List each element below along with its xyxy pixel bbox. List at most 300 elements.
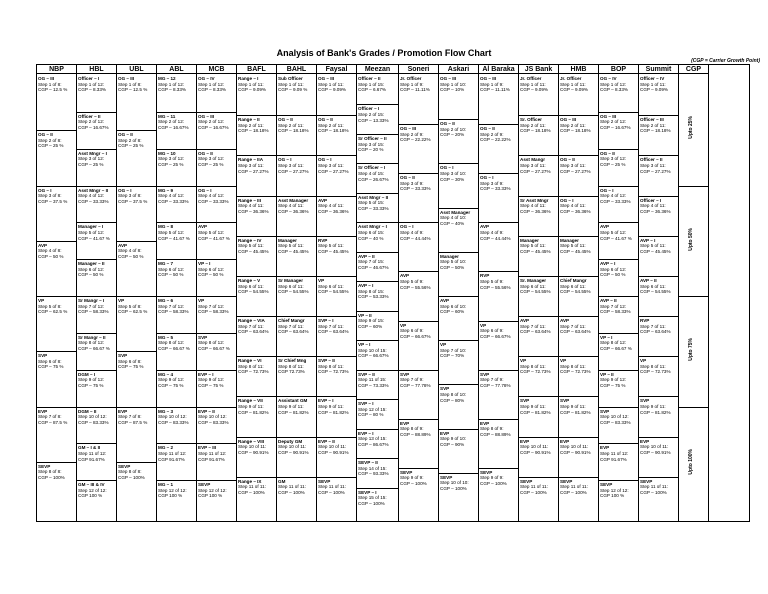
grade-detail: Step 5 of 10: xyxy=(440,259,467,265)
grade-cell xyxy=(157,112,196,149)
grade-name: OG – III xyxy=(198,113,215,119)
grade-detail: Step 1 of 8: xyxy=(118,81,142,87)
column-header: HMB xyxy=(559,65,598,74)
grade-detail: Step 5 of 12: xyxy=(78,229,105,235)
grade-detail: CGP – 16.67% xyxy=(198,125,229,131)
grade-detail: CGP – 36.36% xyxy=(520,208,551,214)
grade-cell xyxy=(277,477,316,517)
grade-cell xyxy=(237,356,276,396)
column-header: Soneri xyxy=(399,65,438,74)
grade-name: DGM – II xyxy=(78,408,97,414)
grade-detail: CGP – 10% xyxy=(440,87,465,93)
grade-cell xyxy=(399,124,438,173)
grade-name: Officer – II xyxy=(640,157,663,163)
grade-cell xyxy=(599,370,638,407)
grade-detail: Step 6 of 9: xyxy=(480,328,504,334)
grade-cell xyxy=(639,396,678,436)
grade-detail: Step 4 of 9: xyxy=(400,229,424,235)
grade-name: VP – I xyxy=(198,261,211,267)
grade-detail: CGP – 63.64% xyxy=(278,329,309,335)
grade-name: SVP xyxy=(640,398,650,404)
grade-cell xyxy=(559,196,598,236)
grade-name: SEVP xyxy=(520,478,533,484)
column-nbp xyxy=(37,65,77,521)
grade-detail: CGP – 90.91% xyxy=(318,449,349,455)
grade-name: Officer – II xyxy=(358,76,381,81)
grade-detail: CGP – 72.73% xyxy=(318,369,349,375)
grade-name: Officer – I xyxy=(358,106,380,112)
grade-name: OG – I xyxy=(480,175,494,181)
grade-cell xyxy=(277,196,316,236)
grade-name: AVP xyxy=(118,242,128,248)
grade-cell xyxy=(197,407,236,444)
grade-cell xyxy=(117,407,156,462)
grade-detail: Step 9 of 12: xyxy=(158,377,185,383)
grade-cell xyxy=(37,407,76,462)
grade-name: OG – II xyxy=(278,117,293,123)
grade-name: OG – IV xyxy=(198,76,215,81)
grade-detail: CGP – 81.82% xyxy=(278,409,309,415)
grade-detail: CGP 100 % xyxy=(600,493,625,499)
grade-detail: Step 6 of 8: xyxy=(118,358,142,364)
grade-cell xyxy=(439,384,478,428)
grade-detail: CGP – 18.18% xyxy=(520,128,551,134)
grade-detail: Step 7 of 11: xyxy=(318,323,344,329)
grade-name: SEVP xyxy=(560,478,573,484)
grade-detail: CGP – 55.56% xyxy=(480,284,511,290)
grade-detail: CGP – 55.56% xyxy=(400,284,431,290)
grade-cell xyxy=(519,236,558,276)
grade-cell xyxy=(277,316,316,356)
grade-name: Range – IIA xyxy=(238,157,264,163)
grade-detail: Step 8 of 15: xyxy=(358,288,385,294)
grade-cell xyxy=(157,222,196,259)
grade-cell xyxy=(77,407,116,444)
grade-cell xyxy=(559,75,598,115)
grade-detail: CGP – 100% xyxy=(480,481,507,487)
grade-detail: CGP – 60% xyxy=(440,309,465,315)
grade-name: OG – II xyxy=(198,150,213,156)
grade-detail: CGP – 41.67 % xyxy=(78,235,110,241)
grade-detail: CGP – 27.27% xyxy=(318,168,349,174)
grade-cell xyxy=(519,196,558,236)
grade-detail: Step 8 of 8: xyxy=(38,469,62,475)
grade-name: AVP xyxy=(600,224,610,230)
grade-name: VP – II xyxy=(358,312,372,318)
grade-name: Deputy GM xyxy=(278,438,303,444)
grade-detail: CGP – 81.82% xyxy=(520,409,551,415)
grade-detail: Step 11 of 15: xyxy=(358,377,387,383)
grade-detail: Step 3 of 10: xyxy=(440,170,467,176)
grade-detail: Step 8 of 9: xyxy=(480,426,504,432)
grade-detail: Step 10 of 11: xyxy=(640,444,669,450)
grade-name: SVP – II xyxy=(358,371,375,377)
grade-name: RVP xyxy=(480,273,490,279)
grade-detail: Step 9 of 11: xyxy=(520,404,546,410)
grade-detail: Step 1 of 12: xyxy=(78,81,105,87)
grade-detail: CGP – 27.27% xyxy=(640,168,671,174)
grade-detail: CGP – 9.09% xyxy=(318,87,347,93)
grade-cell xyxy=(77,296,116,333)
grade-name: Sr. Manager xyxy=(520,277,547,283)
grade-name: Sr Officer – II xyxy=(358,135,387,141)
grade-name: SVP xyxy=(198,334,208,340)
grade-name: OG – I xyxy=(600,187,614,193)
grade-cell xyxy=(519,477,558,517)
grade-name: SVP xyxy=(520,398,530,404)
grade-detail: Step 5 of 11: xyxy=(238,243,264,249)
grade-name: OG – I xyxy=(38,187,52,193)
grade-detail: Step 8 of 12: xyxy=(600,340,627,346)
grade-name: EVP xyxy=(440,430,450,436)
grade-detail: CGP – 36.36% xyxy=(318,208,349,214)
grade-name: OG – III xyxy=(480,76,497,81)
grade-detail: CGP – 63.64% xyxy=(560,329,591,335)
grade-name: VP xyxy=(318,277,325,283)
grade-detail: CGP – 63.64% xyxy=(640,329,671,335)
grade-detail: Step 5 of 8: xyxy=(118,303,142,309)
grade-detail: CGP – 58.33% xyxy=(600,309,631,315)
grade-detail: CGP – 33.33% xyxy=(600,198,631,204)
grade-detail: CGP – 72.73% xyxy=(640,369,671,375)
grade-cell xyxy=(639,75,678,115)
grade-name: Range – VIII xyxy=(238,438,265,444)
grade-name: EVP – I xyxy=(358,430,374,436)
grade-detail: Step 6 of 9: xyxy=(400,328,424,334)
grade-detail: Step 6 of 12: xyxy=(198,266,225,272)
grade-cell xyxy=(559,477,598,517)
grade-name: Asst Manager xyxy=(278,197,309,203)
grade-detail: CGP – 72.73% xyxy=(238,369,269,375)
grade-detail: CGP – 54.55% xyxy=(318,289,349,295)
column-soneri xyxy=(399,65,439,521)
grade-detail: Step 8 of 12: xyxy=(158,340,185,346)
grade-detail: CGP – 37.5 % xyxy=(118,198,148,204)
grade-cell xyxy=(197,333,236,370)
column-askari xyxy=(439,65,479,521)
grade-detail: Step 8 of 11: xyxy=(318,363,344,369)
grade-name: Jr. Officer xyxy=(520,76,542,81)
column-header: ABL xyxy=(157,65,196,74)
grade-detail: CGP – 66.67 % xyxy=(198,346,230,352)
grade-name: AVP – I xyxy=(600,261,616,267)
grade-detail: CGP – 20 % xyxy=(358,147,384,153)
grade-detail: Step 3 of 12: xyxy=(78,156,105,162)
grade-cell xyxy=(519,316,558,356)
grade-name: SEVP xyxy=(640,478,653,484)
cgp-band xyxy=(679,296,708,407)
grade-name: EVP xyxy=(38,408,48,414)
grade-detail: Step 5 of 12: xyxy=(198,229,225,235)
grade-cell xyxy=(317,396,356,436)
grade-detail: CGP – 100% xyxy=(560,490,587,495)
grade-detail: CGP – 100% xyxy=(640,490,667,495)
grade-detail: CGP – 87.5 % xyxy=(38,419,68,425)
grade-detail: Step 9 of 9: xyxy=(480,475,504,481)
grade-cell xyxy=(639,477,678,517)
grade-detail: Step 8 of 9: xyxy=(400,426,424,432)
grade-detail: CGP – 9.09% xyxy=(640,87,669,93)
grade-cell xyxy=(559,437,598,477)
grade-detail: Step 12 of 15: xyxy=(358,406,387,412)
grade-name: Asst Mngr – I xyxy=(78,150,107,156)
grade-cell xyxy=(197,296,236,333)
grade-name: SVP xyxy=(560,398,570,404)
grade-detail: CGP – 88.89% xyxy=(480,431,511,437)
grade-name: RVP xyxy=(640,318,650,324)
grade-detail: CGP – 45.45% xyxy=(640,248,671,254)
grade-detail: CGP – 18.18% xyxy=(278,128,309,134)
grade-detail: Step 5 of 9: xyxy=(480,279,504,285)
grade-name: MG – 7 xyxy=(158,261,174,267)
grade-cell xyxy=(639,196,678,236)
grade-detail: CGP – 20% xyxy=(440,132,465,138)
grade-cell xyxy=(197,480,236,517)
grade-cell xyxy=(639,356,678,396)
grade-detail: Step 5 of 12: xyxy=(600,229,627,235)
grade-name: VP xyxy=(38,298,45,303)
grade-cell xyxy=(479,370,518,419)
grade-cell xyxy=(599,149,638,186)
grade-detail: Step 7 of 11: xyxy=(520,323,546,329)
grade-name: VP – II xyxy=(600,371,614,377)
grade-name: VP xyxy=(198,298,205,303)
grade-name: SVP xyxy=(480,371,490,377)
grade-detail: Step 2 of 11: xyxy=(520,122,546,128)
cgp-band xyxy=(679,186,708,297)
grade-cell xyxy=(157,443,196,480)
grade-cell xyxy=(519,437,558,477)
grade-detail: Step 1 of 15: xyxy=(358,81,385,87)
column-hbl xyxy=(77,65,117,521)
grade-detail: Step 7 of 12: xyxy=(158,303,185,309)
grade-detail: Step 2 of 12: xyxy=(78,119,105,125)
grade-detail: CGP – 22.22% xyxy=(400,137,431,143)
grade-name: OG – III xyxy=(318,76,335,81)
grade-detail: Step 14 of 15: xyxy=(358,465,387,471)
grade-detail: CGP – 13.33% xyxy=(358,117,389,123)
grade-cell xyxy=(157,186,196,223)
grade-detail: CGP – 45.45% xyxy=(238,248,269,254)
grade-name: AVP – I xyxy=(640,237,656,243)
grade-name: AVP xyxy=(520,318,530,324)
grade-cell xyxy=(439,119,478,163)
grade-detail: CGP – 54.55% xyxy=(640,289,671,295)
grade-cell xyxy=(439,252,478,296)
grade-detail: Step 4 of 11: xyxy=(520,203,546,209)
grade-name: Sr. Officer xyxy=(520,117,542,123)
grade-cell xyxy=(317,115,356,155)
grade-cell xyxy=(399,271,438,320)
grade-detail: CGP – 54.55% xyxy=(560,289,591,295)
grade-name: Assistant GM xyxy=(278,398,308,404)
grade-detail: Step 6 of 8: xyxy=(38,358,62,364)
grade-detail: CGP – 75 % xyxy=(38,364,64,370)
grade-detail: Step 3 of 15: xyxy=(358,141,385,147)
grade-cell xyxy=(197,370,236,407)
grade-cell xyxy=(77,333,116,370)
grade-name: OG – III xyxy=(118,76,135,81)
grade-detail: CGP – 33.33% xyxy=(480,186,511,192)
grade-detail: CGP – 36.36% xyxy=(238,208,269,214)
grade-cell xyxy=(277,396,316,436)
grade-detail: CGP – 66.67 % xyxy=(600,346,632,352)
grade-detail: CGP – 81.82% xyxy=(640,409,671,415)
grade-name: Sr Officer – I xyxy=(358,165,386,171)
grade-detail: Step 4 of 11: xyxy=(238,203,264,209)
grade-detail: Step 9 of 11: xyxy=(278,404,304,410)
grade-detail: Step 5 of 11: xyxy=(278,243,304,249)
grade-detail: CGP – 75 % xyxy=(78,382,104,388)
grade-detail: CGP – 45.45% xyxy=(560,248,591,254)
grade-name: VP xyxy=(520,358,527,364)
grade-cell xyxy=(77,149,116,186)
grade-detail: CGP – 81.82% xyxy=(560,409,591,415)
grade-cell xyxy=(399,419,438,468)
grade-name: VP xyxy=(480,322,487,328)
grade-detail: CGP – 54.55% xyxy=(238,289,269,295)
grade-name: MG – 6 xyxy=(158,298,174,303)
grade-detail: CGP – 88.89% xyxy=(400,431,431,437)
grade-name: SVP xyxy=(600,408,610,414)
grade-detail: Step 5 of 8: xyxy=(38,303,62,309)
grade-name: Manager xyxy=(560,237,579,243)
grade-cell xyxy=(519,396,558,436)
grade-detail: Step 11 of 11: xyxy=(560,484,588,490)
column-summit xyxy=(639,65,679,521)
grade-detail: CGP – 81.82% xyxy=(238,409,269,415)
grade-detail: CGP – 18.18% xyxy=(238,128,269,134)
grade-cell xyxy=(117,296,156,351)
grade-detail: CGP – 90.91% xyxy=(560,449,591,455)
grade-detail: Step 3 of 11: xyxy=(560,162,586,168)
grade-cell xyxy=(479,222,518,271)
grade-cell xyxy=(357,311,398,340)
grade-cell xyxy=(599,186,638,223)
grade-detail: Step 2 of 9: xyxy=(480,131,504,137)
grade-detail: Step 6 of 11: xyxy=(278,283,304,289)
grade-detail: CGP – 100% xyxy=(118,474,145,480)
grade-detail: Step 4 of 12: xyxy=(158,193,185,199)
grade-detail: Step 10 of 15: xyxy=(358,347,387,353)
grade-detail: CGP – 77.78% xyxy=(400,382,431,388)
grade-detail: Step 10 of 11: xyxy=(318,444,347,450)
grade-name: VP xyxy=(440,342,447,348)
grade-detail: CGP – 27.27% xyxy=(520,168,551,174)
column-bop xyxy=(599,65,639,521)
grade-cell xyxy=(77,480,116,517)
grade-detail: CGP – 27.27% xyxy=(278,168,309,174)
grade-detail: CGP – 30% xyxy=(440,176,465,182)
grade-cell xyxy=(237,236,276,276)
grade-detail: CGP – 46.67% xyxy=(358,264,389,270)
grade-cell xyxy=(237,396,276,436)
grade-detail: CGP – 50 % xyxy=(38,253,64,259)
grade-name: AVP – I xyxy=(358,283,374,289)
grade-name: AVP xyxy=(318,197,328,203)
grade-detail: CGP – 9.09% xyxy=(560,87,589,93)
grade-detail: CGP – 18.18% xyxy=(318,128,349,134)
grade-detail: CGP – 27.27% xyxy=(560,168,591,174)
grade-detail: Step 5 of 15: xyxy=(358,200,385,206)
grade-detail: Step 6 of 12: xyxy=(158,266,185,272)
page-title: Analysis of Bank's Grades / Promotion Flow Chart xyxy=(276,48,492,58)
grade-detail: Step 9 of 12: xyxy=(600,377,627,383)
grade-detail: Step 9 of 9: xyxy=(400,475,424,481)
grade-detail: CGP – 25 % xyxy=(118,143,144,149)
grade-detail: CGP – 16.67% xyxy=(78,125,109,131)
column-bafl xyxy=(237,65,277,521)
grade-cell xyxy=(317,477,356,517)
grade-detail: Step 7 of 9: xyxy=(400,377,424,383)
grade-detail: CGP – 54.55% xyxy=(520,289,551,295)
grade-name: RVP xyxy=(318,237,328,243)
grade-cell xyxy=(37,186,76,241)
grade-cell xyxy=(639,437,678,477)
grade-detail: Step 11 of 11: xyxy=(278,484,306,490)
grade-cell xyxy=(599,296,638,333)
grade-detail: CGP 91.67% xyxy=(78,456,105,462)
grade-detail: Step 5 of 11: xyxy=(560,243,586,249)
grade-detail: Step 9 of 12: xyxy=(78,377,105,383)
grade-detail: CGP – 8.33% xyxy=(600,87,629,93)
grade-detail: Step 3 of 11: xyxy=(238,162,264,168)
column-cgp xyxy=(679,65,709,521)
grade-cell xyxy=(317,437,356,477)
grade-cell xyxy=(277,115,316,155)
grade-cell xyxy=(277,356,316,396)
grade-name: MG – 4 xyxy=(158,371,174,377)
grade-detail: CGP – 54.55% xyxy=(278,289,309,295)
grade-detail: Step 4 of 15: xyxy=(358,170,385,176)
grade-detail: CGP – 41.67 % xyxy=(198,235,230,241)
grade-detail: Step 11 of 11: xyxy=(640,484,668,490)
grade-name: EVP – I xyxy=(318,398,334,404)
grade-detail: CGP – 33.33% xyxy=(400,186,431,192)
column-header: HBL xyxy=(77,65,116,74)
grade-cell xyxy=(439,208,478,252)
grade-cell xyxy=(439,473,478,517)
grade-detail: CGP – 25 % xyxy=(38,143,64,149)
grade-cell xyxy=(357,370,398,399)
grade-name: VP – I xyxy=(358,342,371,348)
grade-name: OG – II xyxy=(440,121,455,127)
grade-name: SEVP xyxy=(400,469,413,475)
grade-detail: CGP – 60% xyxy=(358,323,383,329)
grade-cell xyxy=(399,370,438,419)
grade-cell xyxy=(197,259,236,296)
grade-detail: CGP – 66.67% xyxy=(400,333,431,339)
grade-detail: Step 7 of 8: xyxy=(38,414,62,420)
grade-detail: Step 4 of 11: xyxy=(318,203,344,209)
grade-name: Sub Officer xyxy=(278,76,303,81)
grade-detail: CGP – 18.18% xyxy=(640,128,671,134)
grade-cell xyxy=(357,134,398,163)
grade-detail: CGP – 12.5 % xyxy=(38,87,68,93)
grade-cell xyxy=(519,276,558,316)
grade-cell xyxy=(237,437,276,477)
grade-detail: Step 7 of 12: xyxy=(198,303,225,309)
grade-detail: CGP – 45.45% xyxy=(318,248,349,254)
grade-detail: Step 1 of 10: xyxy=(440,81,467,87)
grade-name: MG – 8 xyxy=(158,224,174,230)
grade-detail: CGP 91.67% xyxy=(158,456,185,462)
grade-name: SEVP xyxy=(600,482,613,488)
grade-name: Range – IV xyxy=(238,237,262,243)
grade-detail: Step 1 of 9: xyxy=(480,81,504,87)
grade-name: Officer – III xyxy=(640,117,664,123)
grade-cell xyxy=(399,75,438,124)
